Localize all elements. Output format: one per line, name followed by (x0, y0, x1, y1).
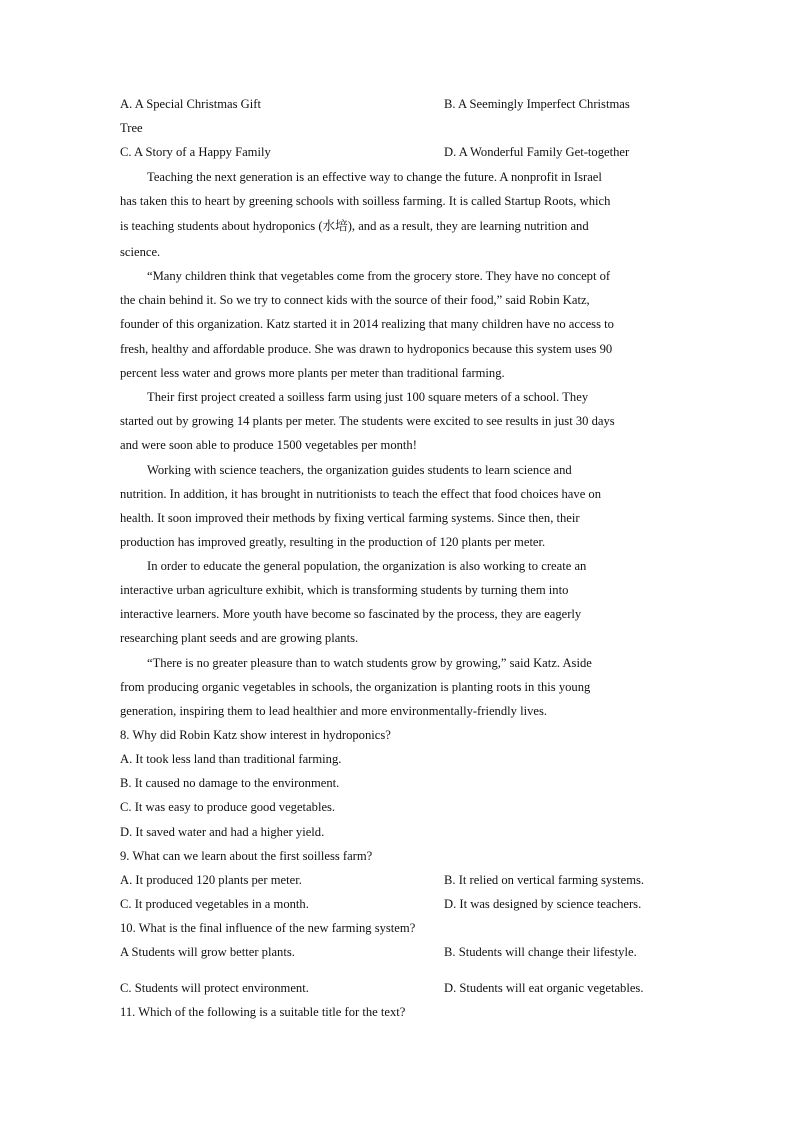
passage-line: Teaching the next generation is an effective way to change the future. A nonprofit in Israel (147, 170, 602, 184)
q9-option-a: A. It produced 120 plants per meter. (120, 873, 302, 887)
q8-option-c: C. It was easy to produce good vegetables. (120, 800, 336, 814)
passage-line: production has improved greatly, resulting in the production of 120 plants per meter. (120, 535, 546, 549)
passage-line: fresh, healthy and affordable produce. She was drawn to hydroponics because this system uses 90 (120, 342, 613, 356)
q9-option-b: B. It relied on vertical farming systems. (444, 873, 645, 887)
q10-option-a: A Students will grow better plants. (120, 945, 295, 959)
passage-line: generation, inspiring them to lead healthier and more environmentally-friendly lives. (120, 704, 548, 718)
q9-option-c: C. It produced vegetables in a month. (120, 897, 309, 911)
passage-line: has taken this to heart by greening schools with soilless farming. It is called Startup Roots, which (120, 194, 611, 208)
q7-option-c: C. A Story of a Happy Family (120, 145, 271, 159)
passage-line: interactive urban agriculture exhibit, which is transforming students by turning them into (120, 583, 569, 597)
passage-line: founder of this organization. Katz started it in 2014 realizing that many children have no access to (120, 317, 614, 331)
passage-line: health. It soon improved their methods by fixing vertical farming systems. Since then, their (120, 511, 580, 525)
passage-line: In order to educate the general population, the organization is also working to create an (147, 559, 587, 573)
q8-option-a: A. It took less land than traditional farming. (120, 752, 342, 766)
q7-option-b: B. A Seemingly Imperfect Christmas (444, 97, 630, 111)
passage-line: science. (120, 245, 161, 259)
q8-option-b: B. It caused no damage to the environment. (120, 776, 340, 790)
q8-stem: 8. Why did Robin Katz show interest in hydroponics? (120, 728, 391, 742)
passage-line: “There is no greater pleasure than to watch students grow by growing,” said Katz. Aside (147, 656, 592, 670)
q8-option-d: D. It saved water and had a higher yield. (120, 825, 325, 839)
q7-option-b-wrap: Tree (120, 121, 143, 135)
passage-line: nutrition. In addition, it has brought in nutritionists to teach the effect that food choices have on (120, 487, 602, 501)
q10-stem: 10. What is the final influence of the new farming system? (120, 921, 416, 935)
q10-option-c: C. Students will protect environment. (120, 981, 309, 995)
passage-line: from producing organic vegetables in schools, the organization is planting roots in this young (120, 680, 591, 694)
passage-line: researching plant seeds and are growing plants. (120, 631, 359, 645)
passage-line: is teaching students about hydroponics (水培), and as a result, they are learning nutrition and (120, 219, 589, 233)
q10-option-d: D. Students will eat organic vegetables. (444, 981, 644, 995)
q11-stem: 11. Which of the following is a suitable title for the text? (120, 1005, 406, 1019)
passage-line: percent less water and grows more plants per meter than traditional farming. (120, 366, 505, 380)
passage-line: interactive learners. More youth have become so fascinated by the process, they are eagerly (120, 607, 582, 621)
q9-stem: 9. What can we learn about the first soilless farm? (120, 849, 373, 863)
passage-line: and were soon able to produce 1500 vegetables per month! (120, 438, 417, 452)
q9-option-d: D. It was designed by science teachers. (444, 897, 642, 911)
passage-line: the chain behind it. So we try to connect kids with the source of their food,” said Robin Katz, (120, 293, 590, 307)
q7-option-a: A. A Special Christmas Gift (120, 97, 261, 111)
passage-line: “Many children think that vegetables come from the grocery store. They have no concept of (147, 269, 611, 283)
passage-line: started out by growing 14 plants per meter. The students were excited to see results in just 30 days (120, 414, 615, 428)
q10-option-b: B. Students will change their lifestyle. (444, 945, 637, 959)
q7-option-d: D. A Wonderful Family Get-together (444, 145, 630, 159)
passage-line: Their first project created a soilless farm using just 100 square meters of a school. They (147, 390, 589, 404)
passage-line: Working with science teachers, the organization guides students to learn science and (147, 463, 572, 477)
